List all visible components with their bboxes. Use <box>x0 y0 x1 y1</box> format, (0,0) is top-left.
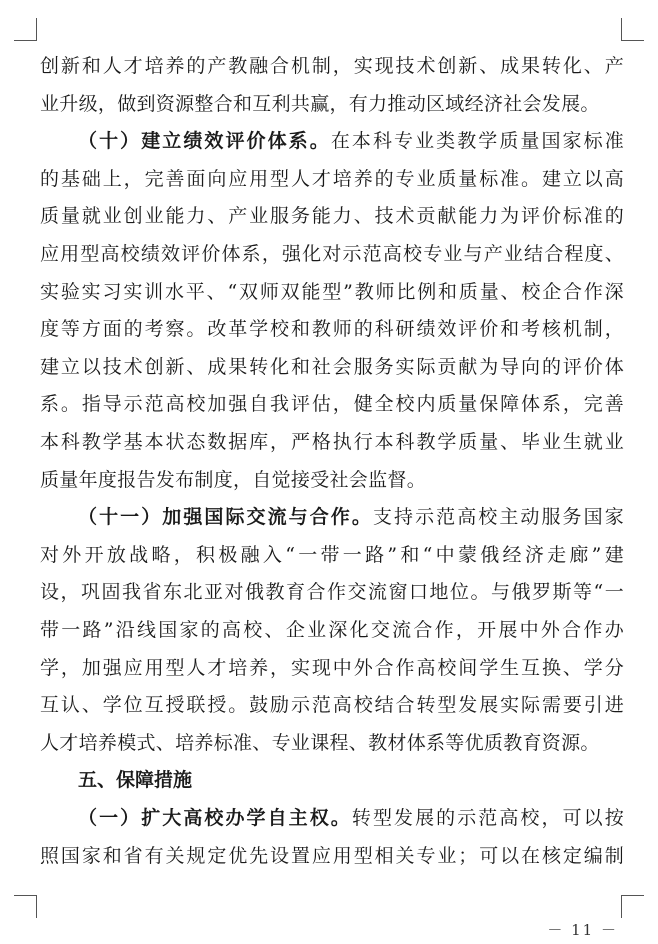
text-line: 度等方面的考察。改革学校和教师的科研绩效评价和考核机制， <box>40 318 624 340</box>
paragraph-text: 在本科专业类教学质量国家标准 <box>330 130 624 152</box>
text-line: 应用型高校绩效评价体系，强化对示范高校专业与产业结合程度、 <box>40 243 624 265</box>
subsection-title: （十一）加强国际交流与合作。 <box>78 506 373 528</box>
text-line: 质量就业创业能力、产业服务能力、技术贡献能力为评价标准的 <box>40 205 624 227</box>
text-line: 创新和人才培养的产教融合机制，实现技术创新、成果转化、产 <box>40 55 624 77</box>
page-number: － 11 － <box>547 921 618 939</box>
text-line: 学，加强应用型人才培养，实现中外合作高校间学生互换、学分 <box>40 657 624 679</box>
text-line: 带一路”沿线国家的高校、企业深化交流合作，开展中外合作办 <box>40 619 624 641</box>
paragraph-text: 支持示范高校主动服务国家 <box>372 506 624 528</box>
paragraph-lead-line <box>40 806 624 830</box>
text-line: 照国家和省有关规定优先设置应用型相关专业；可以在核定编制 <box>40 845 624 867</box>
text-line: 实验实习实训水平、“双师双能型”教师比例和质量、校企合作深 <box>40 281 624 303</box>
text-line: 设，巩固我省东北亚对俄教育合作交流窗口地位。与俄罗斯等“一 <box>40 581 624 603</box>
text-line: 人才培养模式、培养标准、专业课程、教材体系等优质教育资源。 <box>40 732 600 754</box>
crop-mark-top-right <box>621 18 644 41</box>
text-line: 互认、学位互授联授。鼓励示范高校结合转型发展实际需要引进 <box>40 694 624 716</box>
crop-mark-bottom-left <box>14 895 37 918</box>
subsection-title: （一）扩大高校办学自主权。 <box>78 807 352 829</box>
text-line: 建立以技术创新、成果转化和社会服务实际贡献为导向的评价体 <box>40 356 624 378</box>
text-line: 质量年度报告发布制度，自觉接受社会监督。 <box>40 469 427 491</box>
text-line: 的基础上，完善面向应用型人才培养的专业质量标准。建立以高 <box>40 168 624 190</box>
section-heading: 五、保障措施 <box>78 769 193 791</box>
subsection-title: （十）建立绩效评价体系。 <box>78 130 331 152</box>
text-line: 本科教学基本状态数据库，严格执行本科教学质量、毕业生就业 <box>40 431 624 453</box>
text-line: 系。指导示范高校加强自我评估，健全校内质量保障体系，完善 <box>40 393 624 415</box>
text-line: 对外开放战略，积极融入“一带一路”和“中蒙俄经济走廊”建 <box>40 544 624 566</box>
paragraph-lead-line <box>40 505 624 529</box>
crop-mark-bottom-right <box>621 895 644 918</box>
crop-mark-top-left <box>14 18 37 41</box>
paragraph-lead-line <box>40 129 624 153</box>
paragraph-text: 转型发展的示范高校，可以按 <box>351 807 625 829</box>
text-line: 业升级，做到资源整合和互利共赢，有力推动区域经济社会发展。 <box>40 93 600 115</box>
